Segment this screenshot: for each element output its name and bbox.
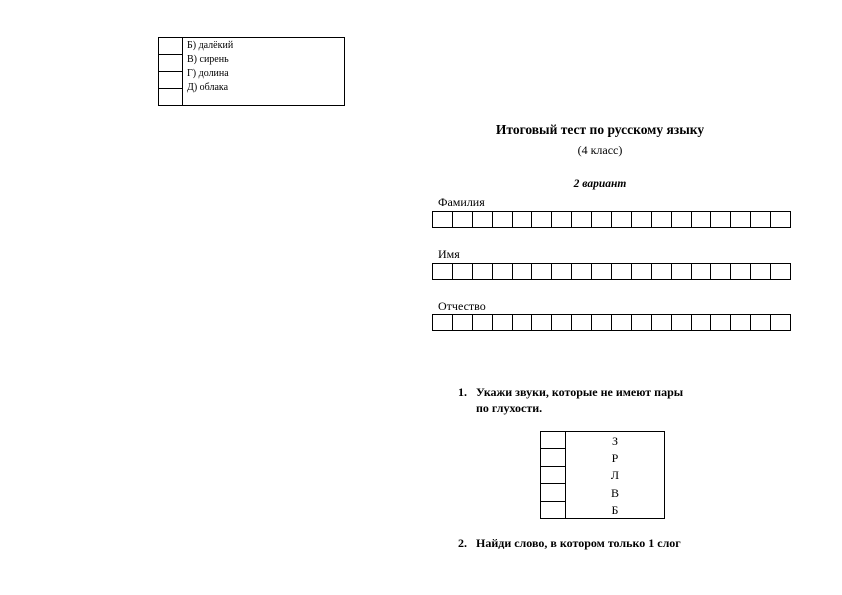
answer-checkbox[interactable] bbox=[541, 432, 565, 449]
previous-answer-box bbox=[158, 37, 345, 106]
sound-option: З bbox=[611, 434, 618, 448]
task-text: Найди слово, в котором только 1 слог bbox=[476, 536, 681, 550]
answer-checkbox[interactable] bbox=[159, 89, 182, 105]
answer-option: В) сирень bbox=[187, 54, 229, 65]
surname-label: Фамилия bbox=[438, 195, 485, 209]
answer-checkbox[interactable] bbox=[159, 38, 182, 55]
answer-checkbox[interactable] bbox=[159, 72, 182, 89]
patronymic-label: Отчество bbox=[438, 299, 486, 313]
answer-option: Д) облака bbox=[187, 82, 229, 93]
sound-option: Л bbox=[610, 468, 620, 483]
answer-options bbox=[187, 39, 233, 95]
answer-option: Г) долина bbox=[187, 68, 229, 79]
sound-option: Р bbox=[611, 451, 619, 466]
task-1 bbox=[458, 384, 683, 416]
task-text-continued: по глухости. bbox=[476, 401, 543, 415]
answer-checkbox[interactable] bbox=[541, 449, 565, 466]
patronymic-input-cells[interactable] bbox=[432, 314, 791, 331]
surname-input-cells[interactable] bbox=[432, 211, 791, 228]
answer-checkbox[interactable] bbox=[541, 502, 565, 519]
answer-option: Б) далёкий bbox=[187, 40, 234, 51]
test-grade: (4 класс) bbox=[577, 143, 623, 157]
sound-option: Б bbox=[611, 502, 619, 517]
answer-checkbox[interactable] bbox=[541, 467, 565, 484]
answer-checkbox-column bbox=[159, 38, 183, 105]
name-input-cells[interactable] bbox=[432, 263, 791, 280]
task-text: Укажи звуки, которые не имеют пары bbox=[476, 385, 684, 399]
sounds-answer-box bbox=[540, 431, 665, 519]
sound-options bbox=[566, 433, 664, 519]
task-number: 2. bbox=[458, 536, 467, 550]
answer-checkbox-column bbox=[541, 432, 566, 518]
sound-option: В bbox=[610, 485, 619, 500]
task-2 bbox=[458, 535, 681, 551]
test-title: Итоговый тест по русскому языку bbox=[495, 122, 705, 137]
name-label: Имя bbox=[438, 247, 460, 261]
answer-checkbox[interactable] bbox=[159, 55, 182, 72]
answer-checkbox[interactable] bbox=[541, 484, 565, 501]
task-number: 1. bbox=[458, 385, 467, 399]
test-variant: 2 вариант bbox=[573, 178, 627, 190]
